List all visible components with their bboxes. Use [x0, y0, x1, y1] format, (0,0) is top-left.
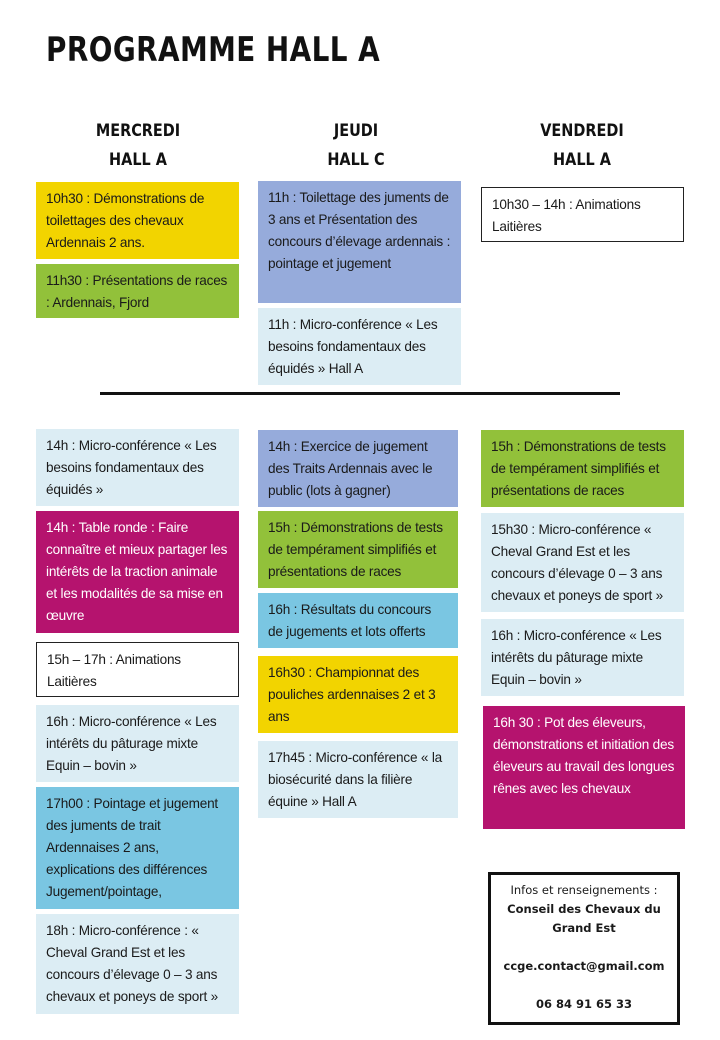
hall-name: HALL C [327, 150, 385, 170]
event-text: 15h30 : Micro-conférence « Cheval Grand Est et les concours d’élevage 0 – 3 ans chevaux et poneys de sport » [491, 522, 663, 603]
event-text: 11h30 : Présentations de races : Ardennais, Fjord [46, 273, 228, 310]
event-card [36, 787, 239, 909]
day-header-jeudi [288, 117, 424, 175]
event-card [36, 705, 239, 782]
divider [100, 392, 620, 395]
event-card [258, 656, 458, 733]
event-text: 10h30 – 14h : Animations Laitières [492, 197, 641, 234]
event-card [258, 181, 461, 303]
contact-email[interactable]: ccge.contact@gmail.com [503, 959, 665, 973]
event-text: 14h : Table ronde : Faire connaître et mieux partager les intérêts de la traction animale et les modalités de sa mise en œuvre [46, 520, 228, 623]
org-name-line1: Conseil des Chevaux du [507, 902, 661, 916]
event-text: 17h00 : Pointage et jugement des juments de trait Ardennaises 2 ans, explications des différences Jugement/pointage, [46, 796, 219, 899]
event-text: 15h : Démonstrations de tests de tempérament simplifiés et présentations de races [268, 520, 443, 579]
event-card [36, 642, 239, 697]
event-text: 16h : Micro-conférence « Les intérêts du pâturage mixte Equin – bovin » [491, 628, 662, 687]
page-title: PROGRAMME HALL A [46, 30, 381, 70]
contact-phone[interactable]: 06 84 91 65 33 [535, 997, 633, 1011]
event-card [258, 593, 458, 648]
event-card [36, 511, 239, 633]
event-card [258, 511, 458, 588]
event-text: 16h30 : Championnat des pouliches ardennaises 2 et 3 ans [268, 665, 436, 724]
event-card [36, 182, 239, 259]
event-card [36, 429, 239, 506]
event-text: 10h30 : Démonstrations de toilettages des chevaux Ardennais 2 ans. [46, 191, 205, 250]
event-text: 16h : Micro-conférence « Les intérêts du pâturage mixte Equin – bovin » [46, 714, 217, 773]
event-card [36, 264, 239, 318]
day-header-mercredi [70, 117, 206, 175]
event-text: 14h : Micro-conférence « Les besoins fondamentaux des équidés » [46, 438, 217, 497]
org-name-line2: Grand Est [552, 921, 616, 935]
event-card [258, 308, 461, 385]
info-heading: Infos et renseignements : [510, 883, 658, 897]
event-card [481, 513, 684, 612]
event-card [481, 430, 684, 507]
event-text: 15h : Démonstrations de tests de tempérament simplifiés et présentations de races [491, 439, 666, 498]
event-card [36, 914, 239, 1014]
event-text: 11h : Toilettage des juments de 3 ans et Présentation des concours d’élevage ardennais : pointage et jugement [268, 190, 451, 271]
event-text: 14h : Exercice de jugement des Traits Ardennais avec le public (lots à gagner) [268, 439, 433, 498]
event-text: 15h – 17h : Animations Laitières [47, 652, 181, 689]
event-text: 16h : Résultats du concours de jugements et lots offerts [268, 602, 432, 639]
event-text: 18h : Micro-conférence : « Cheval Grand Est et les concours d’élevage 0 – 3 ans chevaux et poneys de sport » [46, 923, 218, 1004]
contact-info-box [488, 872, 680, 1025]
hall-name: HALL A [109, 150, 167, 170]
day-header-vendredi [514, 117, 650, 175]
event-card [481, 187, 684, 242]
day-name: JEUDI [333, 121, 379, 141]
event-card [258, 430, 458, 507]
day-name: MERCREDI [95, 121, 181, 141]
event-text: 11h : Micro-conférence « Les besoins fondamentaux des équidés » Hall A [268, 317, 438, 376]
event-text: 17h45 : Micro-conférence « la biosécurité dans la filière équine » Hall A [268, 750, 443, 809]
day-name: VENDREDI [540, 121, 624, 141]
hall-name: HALL A [553, 150, 611, 170]
event-text: 16h 30 : Pot des éleveurs, démonstrations et initiation des éleveurs au travail des longues rênes avec les chevaux [493, 715, 675, 796]
event-card [258, 741, 458, 818]
event-card [483, 706, 685, 829]
event-card [481, 619, 684, 696]
